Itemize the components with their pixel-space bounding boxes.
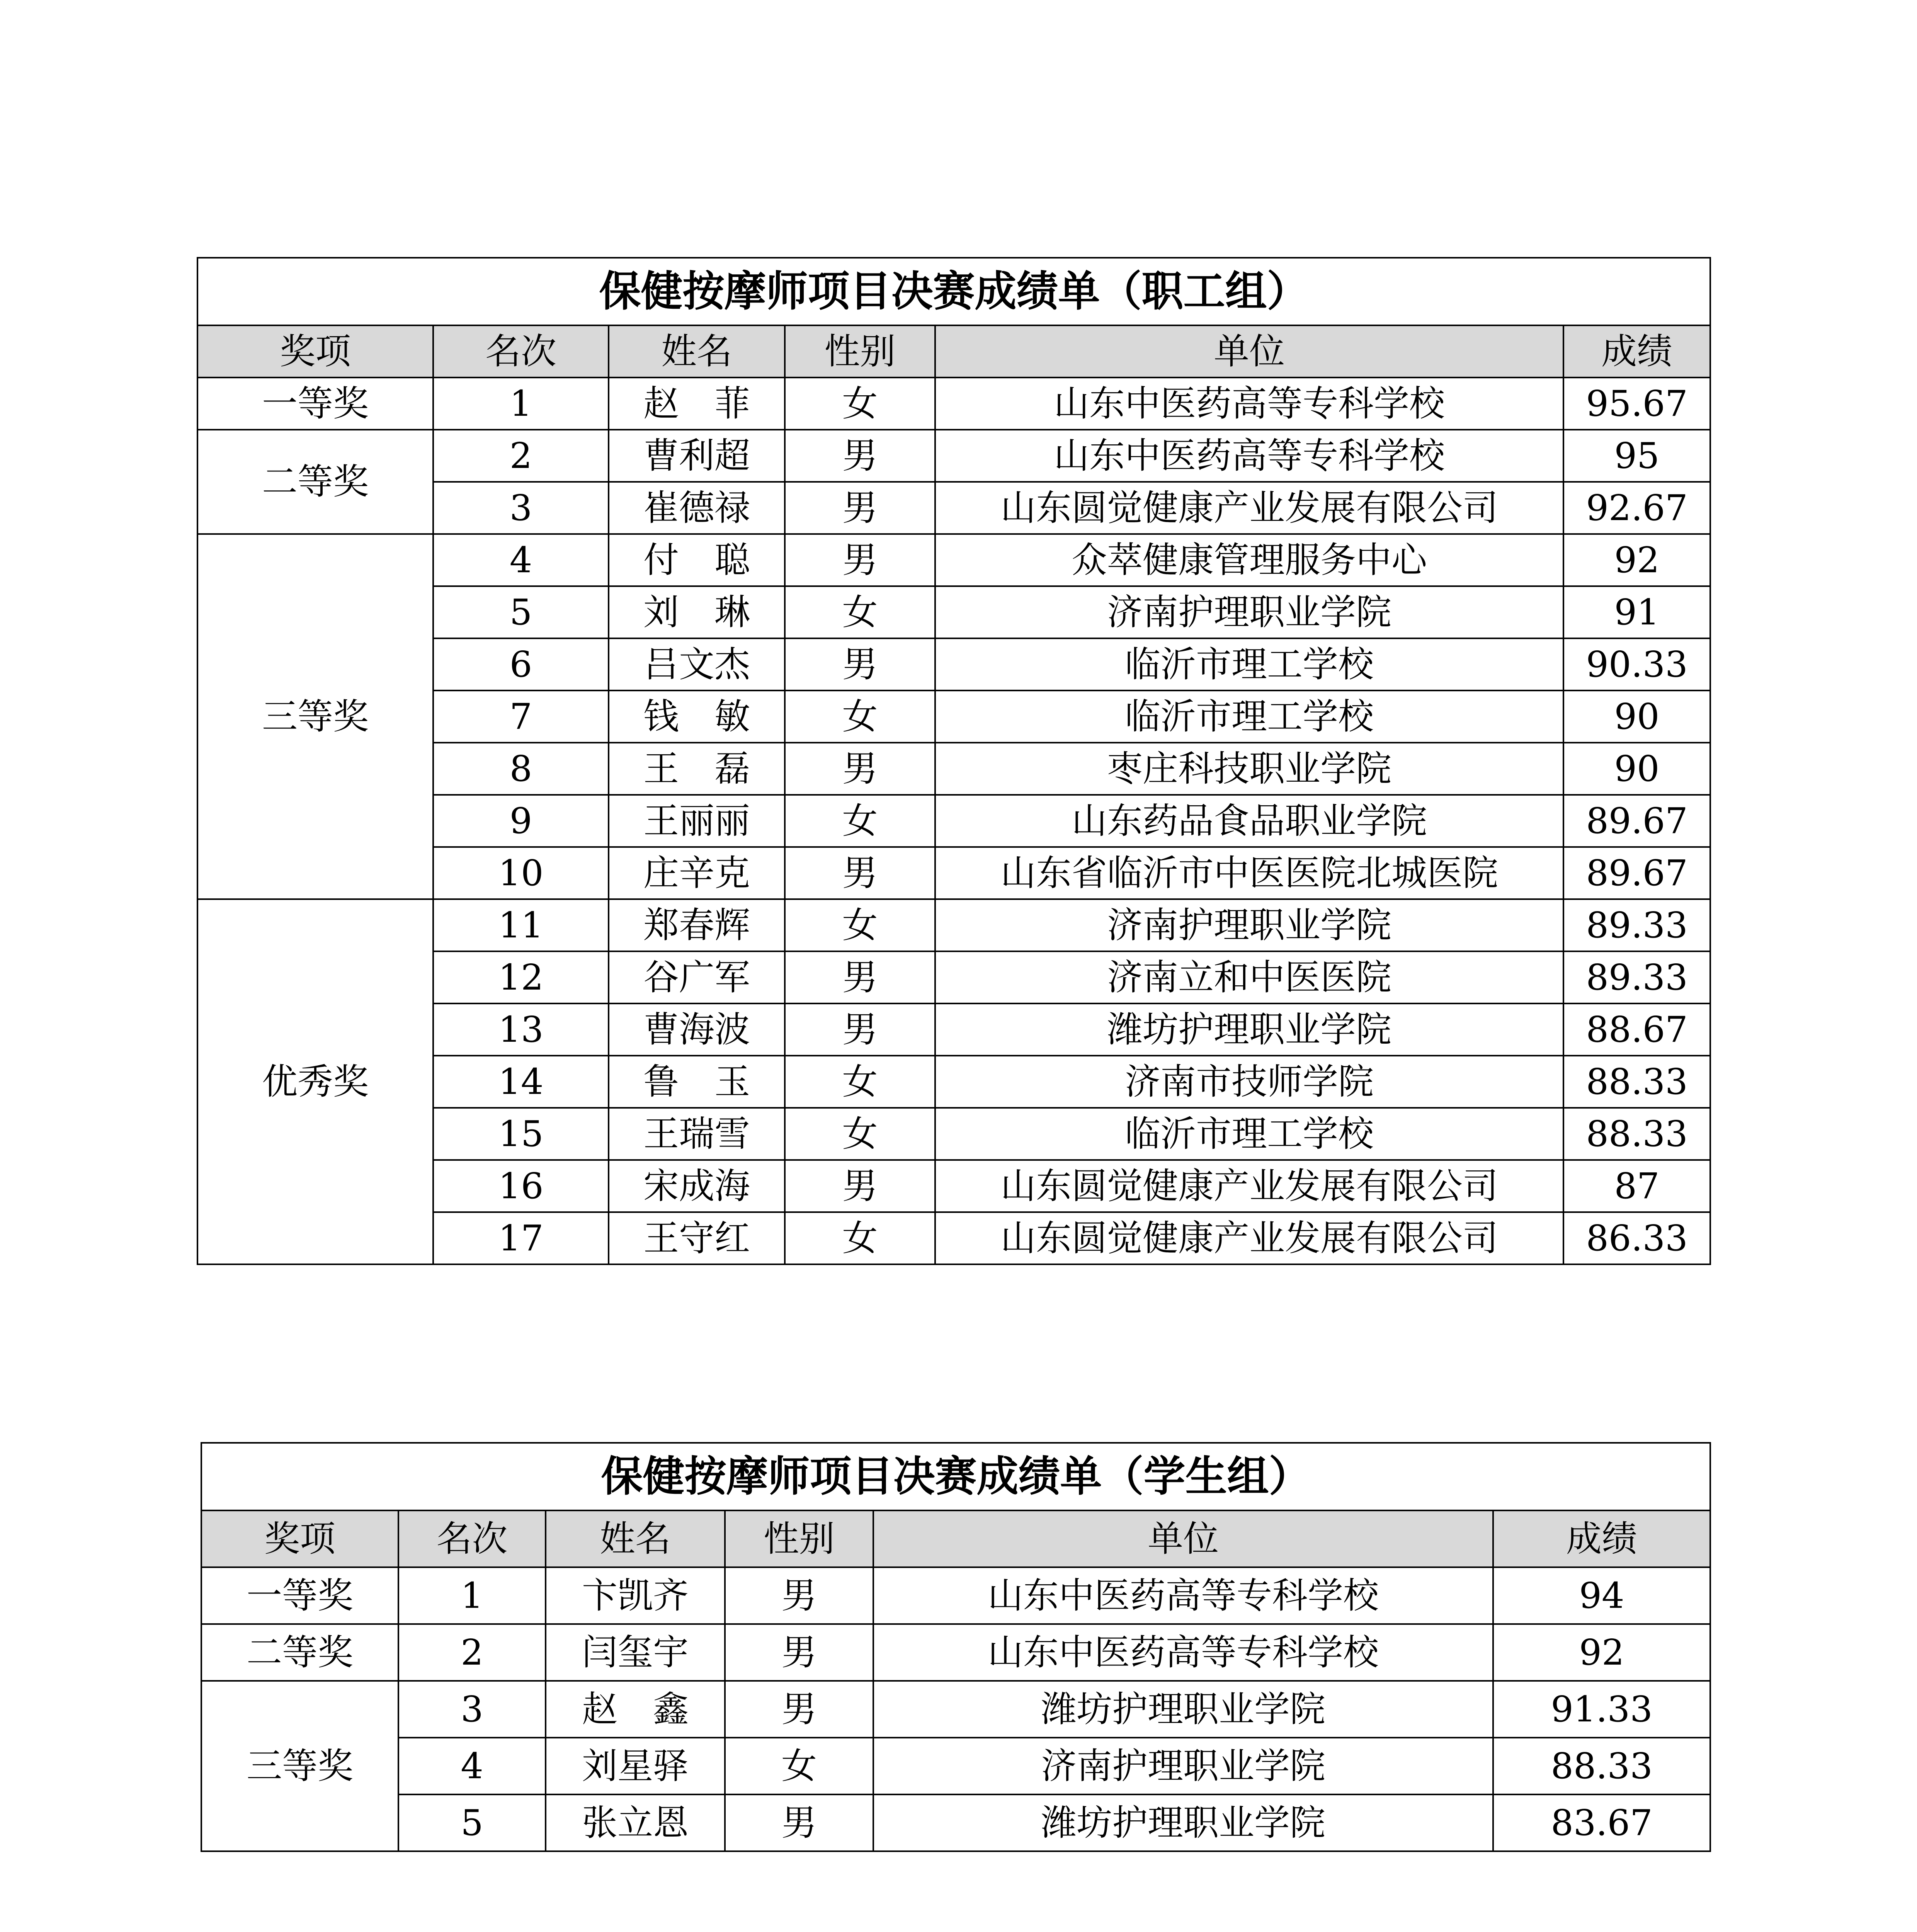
gender-cell: 男 [785,430,935,482]
score-cell: 87 [1563,1160,1710,1212]
name-cell: 鲁 玉 [609,1056,785,1108]
gender-cell: 男 [725,1794,873,1851]
rank-cell: 8 [433,743,609,795]
staff-results-table [197,257,1711,1265]
gender-cell: 女 [785,1212,935,1264]
rank-cell: 11 [433,899,609,951]
column-header: 性别 [785,325,935,378]
score-cell: 90 [1563,743,1710,795]
score-cell: 89.33 [1563,951,1710,1003]
table-row [201,1738,1710,1794]
name-cell: 郑春辉 [609,899,785,951]
gender-cell: 女 [785,795,935,847]
column-header: 成绩 [1563,325,1710,378]
gender-cell: 女 [785,378,935,430]
gender-cell: 男 [785,534,935,586]
score-cell: 92 [1563,534,1710,586]
name-cell: 王丽丽 [609,795,785,847]
table-title: 保健按摩师项目决赛成绩单（学生组） [201,1443,1710,1510]
name-cell: 宋成海 [609,1160,785,1212]
score-cell: 92.67 [1563,482,1710,534]
unit-cell: 山东中医药高等专科学校 [935,378,1563,430]
score-cell: 86.33 [1563,1212,1710,1264]
column-header: 姓名 [546,1510,725,1567]
award-cell: 一等奖 [201,1567,398,1624]
unit-cell: 枣庄科技职业学院 [935,743,1563,795]
rank-cell: 4 [398,1738,546,1794]
unit-cell: 山东中医药高等专科学校 [873,1567,1493,1624]
column-header: 姓名 [609,325,785,378]
rank-cell: 6 [433,638,609,690]
rank-cell: 5 [398,1794,546,1851]
gender-cell: 男 [725,1567,873,1624]
name-cell: 曹海波 [609,1003,785,1056]
gender-cell: 男 [785,1003,935,1056]
rank-cell: 17 [433,1212,609,1264]
gender-cell: 男 [785,1160,935,1212]
table-title: 保健按摩师项目决赛成绩单（职工组） [197,258,1710,325]
unit-cell: 济南市技师学院 [935,1056,1563,1108]
table-row [201,1794,1710,1851]
gender-cell: 女 [725,1738,873,1794]
name-cell: 庄辛克 [609,847,785,899]
name-cell: 王守红 [609,1212,785,1264]
name-cell: 曹利超 [609,430,785,482]
unit-cell: 山东中医药高等专科学校 [873,1624,1493,1681]
table-row [201,1624,1710,1681]
column-header: 单位 [873,1510,1493,1567]
rank-cell: 1 [398,1567,546,1624]
name-cell: 王 磊 [609,743,785,795]
student-results-table [201,1442,1711,1852]
gender-cell: 女 [785,899,935,951]
award-cell: 三等奖 [197,534,433,899]
table-row [197,534,1710,586]
score-cell: 89.67 [1563,795,1710,847]
table-title-row [201,1443,1710,1510]
rank-cell: 3 [398,1681,546,1738]
gender-cell: 男 [785,951,935,1003]
unit-cell: 济南护理职业学院 [935,899,1563,951]
gender-cell: 男 [785,638,935,690]
unit-cell: 临沂市理工学校 [935,1108,1563,1160]
gender-cell: 男 [725,1681,873,1738]
score-cell: 90.33 [1563,638,1710,690]
award-cell: 二等奖 [201,1624,398,1681]
rank-cell: 7 [433,690,609,743]
rank-cell: 15 [433,1108,609,1160]
award-cell: 一等奖 [197,378,433,430]
rank-cell: 13 [433,1003,609,1056]
table-row [201,1681,1710,1738]
award-cell: 二等奖 [197,430,433,534]
unit-cell: 潍坊护理职业学院 [935,1003,1563,1056]
column-header: 奖项 [197,325,433,378]
unit-cell: 众萃健康管理服务中心 [935,534,1563,586]
unit-cell: 山东省临沂市中医医院北城医院 [935,847,1563,899]
column-header: 名次 [433,325,609,378]
score-cell: 89.67 [1563,847,1710,899]
column-header: 单位 [935,325,1563,378]
score-cell: 90 [1563,690,1710,743]
name-cell: 赵 鑫 [546,1681,725,1738]
score-cell: 91.33 [1493,1681,1710,1738]
score-cell: 88.33 [1563,1108,1710,1160]
table-row [197,899,1710,951]
gender-cell: 女 [785,1056,935,1108]
score-cell: 92 [1493,1624,1710,1681]
unit-cell: 临沂市理工学校 [935,638,1563,690]
gender-cell: 男 [785,743,935,795]
unit-cell: 山东药品食品职业学院 [935,795,1563,847]
score-cell: 95.67 [1563,378,1710,430]
rank-cell: 9 [433,795,609,847]
score-cell: 89.33 [1563,899,1710,951]
gender-cell: 女 [785,586,935,638]
table-header-row [197,325,1710,378]
rank-cell: 3 [433,482,609,534]
name-cell: 刘 琳 [609,586,785,638]
score-cell: 88.33 [1563,1056,1710,1108]
rank-cell: 14 [433,1056,609,1108]
name-cell: 崔德禄 [609,482,785,534]
name-cell: 闫玺宇 [546,1624,725,1681]
rank-cell: 2 [433,430,609,482]
unit-cell: 济南立和中医医院 [935,951,1563,1003]
name-cell: 刘星驿 [546,1738,725,1794]
column-header: 名次 [398,1510,546,1567]
unit-cell: 山东圆觉健康产业发展有限公司 [935,1212,1563,1264]
award-cell: 优秀奖 [197,899,433,1264]
name-cell: 张立恩 [546,1794,725,1851]
table-header-row [201,1510,1710,1567]
name-cell: 赵 菲 [609,378,785,430]
unit-cell: 临沂市理工学校 [935,690,1563,743]
table-title-row [197,258,1710,325]
name-cell: 吕文杰 [609,638,785,690]
table-row [197,430,1710,482]
rank-cell: 2 [398,1624,546,1681]
name-cell: 付 聪 [609,534,785,586]
rank-cell: 16 [433,1160,609,1212]
column-header: 性别 [725,1510,873,1567]
score-cell: 88.67 [1563,1003,1710,1056]
rank-cell: 10 [433,847,609,899]
gender-cell: 男 [725,1624,873,1681]
gender-cell: 女 [785,690,935,743]
column-header: 奖项 [201,1510,398,1567]
table-row [197,378,1710,430]
unit-cell: 济南护理职业学院 [873,1738,1493,1794]
rank-cell: 5 [433,586,609,638]
score-cell: 83.67 [1493,1794,1710,1851]
score-cell: 95 [1563,430,1710,482]
name-cell: 王瑞雪 [609,1108,785,1160]
gender-cell: 男 [785,482,935,534]
rank-cell: 4 [433,534,609,586]
unit-cell: 山东中医药高等专科学校 [935,430,1563,482]
column-header: 成绩 [1493,1510,1710,1567]
name-cell: 钱 敏 [609,690,785,743]
name-cell: 卞凯齐 [546,1567,725,1624]
unit-cell: 山东圆觉健康产业发展有限公司 [935,1160,1563,1212]
score-cell: 94 [1493,1567,1710,1624]
score-cell: 88.33 [1493,1738,1710,1794]
award-cell: 三等奖 [201,1681,398,1851]
name-cell: 谷广军 [609,951,785,1003]
rank-cell: 1 [433,378,609,430]
table-row [201,1567,1710,1624]
score-cell: 91 [1563,586,1710,638]
gender-cell: 男 [785,847,935,899]
gender-cell: 女 [785,1108,935,1160]
unit-cell: 潍坊护理职业学院 [873,1794,1493,1851]
unit-cell: 济南护理职业学院 [935,586,1563,638]
rank-cell: 12 [433,951,609,1003]
unit-cell: 山东圆觉健康产业发展有限公司 [935,482,1563,534]
unit-cell: 潍坊护理职业学院 [873,1681,1493,1738]
